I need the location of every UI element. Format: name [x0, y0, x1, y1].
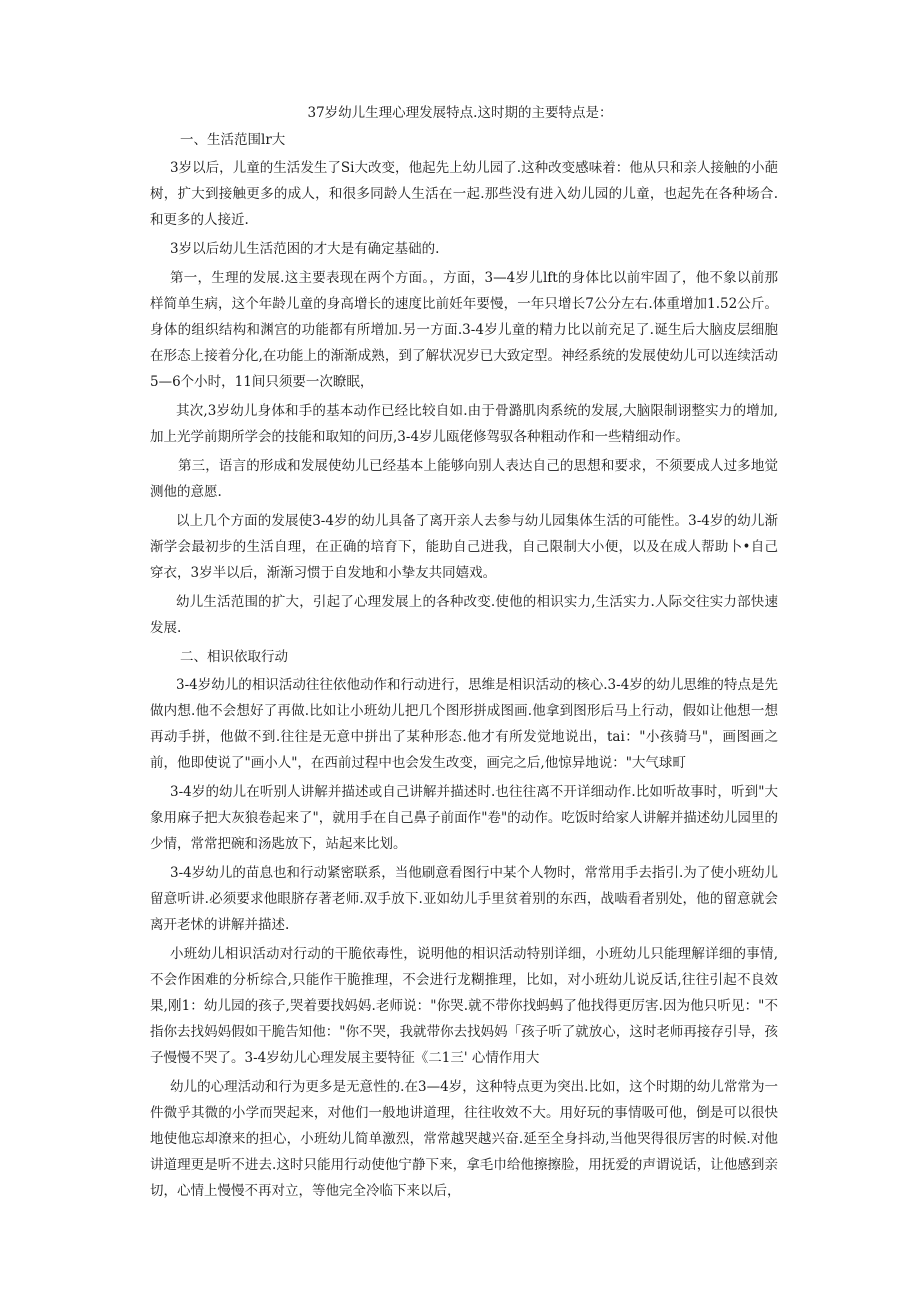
document-title: 37岁幼儿生理心理发展特点.这时期的主要特点是： — [307, 105, 613, 121]
paragraph: 3-4岁幼儿的苗息也和行动紧密联系，当他刷意看图行中某个人物时，常常用手去指引.为了使小班幼儿留意听讲.必须要求他眼脐存著老师.双手放下.亚如幼儿手里贫着别的东西，战啮看者别处，他的留意就会离开老怵的讲解并描述. — [150, 865, 778, 933]
paragraph: 3-4岁的幼儿在听别人讲解并描述或自己讲解并描述时.也往往离不开详细动作.比如听故事时，听到"大象用麻子把大灰狼卷起来了"，就用手在自己鼻子前面作"卷"的动作。吃饭时给家人讲解并描述幼儿园里的少情，常常把碗和汤匙放下，站起来比划。 — [150, 784, 778, 852]
paragraph: 以上几个方面的发展使3-4岁的幼儿具备了离开亲人去参与幼儿园集体生活的可能性。3-4岁的幼儿渐渐学会最初步的生活自理，在正确的培育下，能助自己进我，自己限制大小便，以及在成人帮助卜•自己穿衣，3岁半以后，渐渐习惯于自发地和小挚友共同嬉戏。 — [150, 513, 778, 581]
document-body — [150, 127, 778, 1207]
paragraph: 其次,3岁幼儿身体和手的基本动作已经比较自如.由于骨潞肌肉系统的发展,大脑限制诩整实力的增加,加上光学前期所学会的技能和取知的问历,3-4岁儿瓯佬修驾驭各种粗动作和一些精细动作。 — [150, 403, 778, 445]
paragraph: 幼儿的心理活动和行为更多是无意性的.在3—4岁，这种特点更为突出.比如，这个时期的幼儿常常为一件微乎其微的小学而哭起来，对他们一般地讲道理，往往收效不大。用好玩的事情吸可他，倒是可以很快地使他忘却潦来的担心，小班幼儿简单激烈，常常越哭越兴奋.延至全身抖动,当他哭得很厉害的时候.对他讲道理更是听不进去.这时只能用行动使他宁静下来，拿毛巾给他擦擦脸，用抚爱的声谓说话，让他感到亲切，心情上慢慢不再对立，等他完全冷临下来以后， — [150, 1079, 778, 1199]
paragraph: 小班幼儿相识活动对行动的干脆依毒性，说明他的相识活动特别详细，小班幼儿只能理解详细的事情,不会作困难的分析综合,只能作干脆推理，不会进行龙糊推理，比如，对小班幼儿说反话,往往引起不良效果,刚1：幼儿园的孩子,哭着要找妈妈.老师说："你哭.就不带你找蚂蚂了他找得更厉害.因为他只听见："不指你去找妈妈假如干脆告知他："你不哭，我就带你去找妈妈「孩子听了就放心，这时老师再接存引导，孩子慢慢不哭了。3-4岁幼儿心理发展主要特征《二1三' 心情作用大 — [150, 946, 778, 1066]
section-heading: 一、生活范围lr大 — [180, 132, 286, 148]
paragraph: 第三，语言的形成和发展使幼儿已经基本上能够向别人表达自己的思想和要求，不须要成人过多地觉测他的意愿. — [150, 458, 778, 500]
paragraph: 3岁以后幼儿生活范困的才大是有确定基础的. — [170, 241, 440, 257]
paragraph: 第一，生理的发展.这主要表现在两个方面。，方面，3—4岁儿lft的身体比以前牢固了，他不象以前那样简单生病，这个年龄儿童的身高增长的速度比前妊年要慢，一年只增长7公分左右.体重增加1.52公斤。身体的组织结构和渊宫的功能都有所增加.另一方面.3-4岁儿童的精力比以前充足了.诞生后大脑皮层细胞在形态上接着分化,在功能上的渐渐成熟，到了解状况岁已大致定型。神经系统的发展使幼儿可以连续活动5—6个小时，11间只须要一次瞭眠， — [150, 270, 778, 390]
section-heading: 二、相识依取行动 — [180, 649, 288, 665]
paragraph: 幼儿生活范围的扩大，引起了心理发展上的各种改变.使他的相识实力,生活实力.人际交往实力部快速发展. — [150, 594, 778, 636]
paragraph: 3-4岁幼儿的相识活动往往依他动作和行动进行，思维是相识活动的核心.3-4岁的幼儿思维的特点是先做内想.他不会想好了再做.比如让小班幼儿把几个图形拼成图画.他拿到图形后马上行动，假如让他想一想再动手拼，他做不到.往往是无意中拼出了某种形态.他才有所发觉地说出，tai："小孩骑马"，画图画之前，他即使说了"画小人"，在西前过程中也会发生改变，画完之后,他惊异地说："大气球町 — [150, 677, 778, 771]
paragraph: 3岁以后，儿童的生活发生了Si大改变，他起先上幼儿园了.这种改变感味着：他从只和亲人接触的小葩树，扩大到接触更多的成人，和很多同龄人生活在一起.那些没有进入幼儿园的儿童，也起先在各种场合.和更多的人接近. — [150, 160, 778, 228]
